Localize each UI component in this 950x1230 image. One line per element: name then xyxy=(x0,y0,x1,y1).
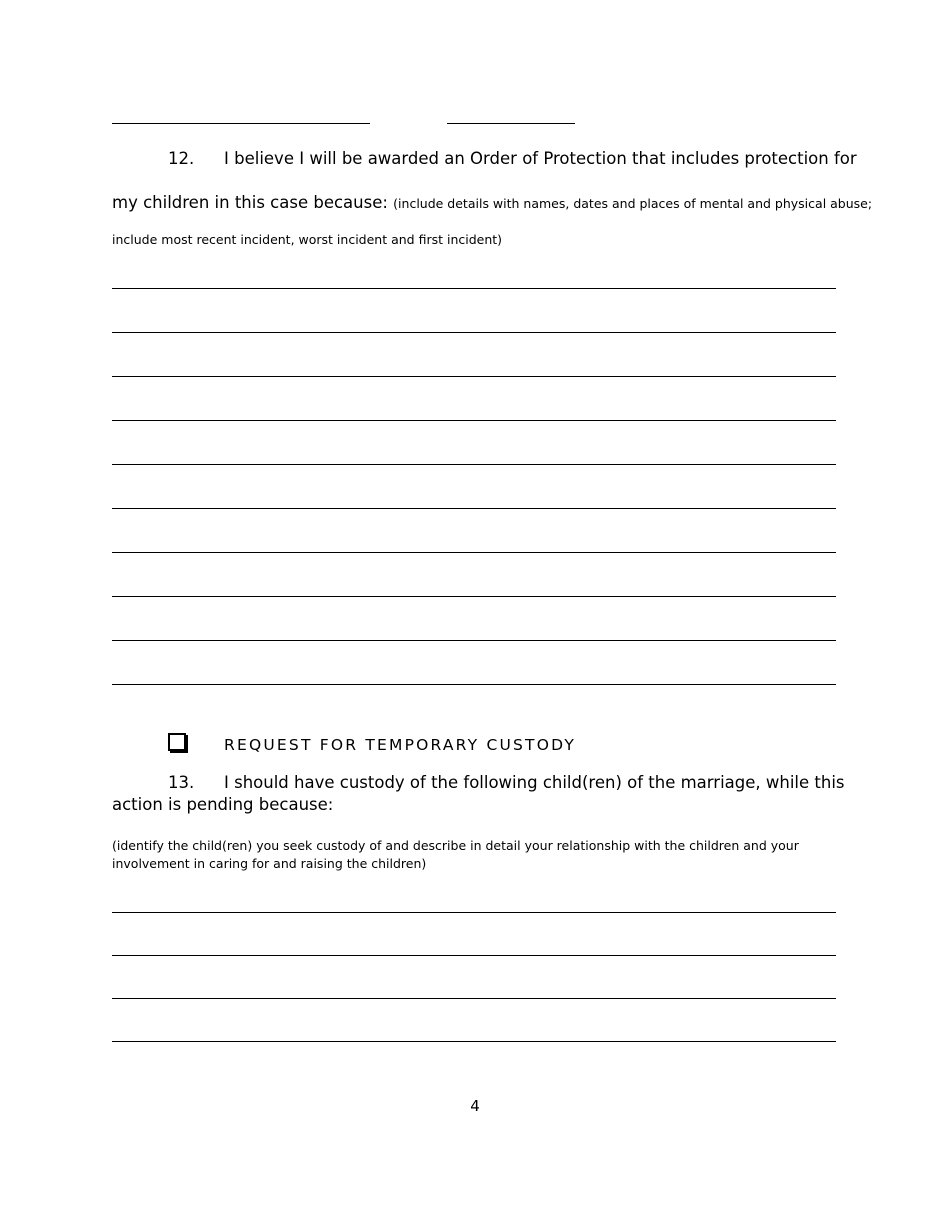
paragraph-12-instruction-end: include most recent incident, worst incident and first incident) xyxy=(112,232,503,247)
paragraph-13-line-1: I should have custody of the following child(ren) of the marriage, while this xyxy=(224,773,845,792)
answer-line-12-1[interactable] xyxy=(112,288,836,289)
answer-line-12-5[interactable] xyxy=(112,464,836,465)
answer-line-13-4[interactable] xyxy=(112,1041,836,1042)
date-line[interactable] xyxy=(447,123,575,124)
answer-line-12-9[interactable] xyxy=(112,640,836,641)
temporary-custody-checkbox[interactable] xyxy=(168,733,186,751)
paragraph-12-line-1: I believe I will be awarded an Order of Protection that includes protection for xyxy=(224,149,857,168)
paragraph-13-number: 13. xyxy=(168,773,195,792)
paragraph-12-line-2 xyxy=(112,193,872,214)
paragraph-12-number: 12. xyxy=(168,149,195,168)
paragraph-12-instruction-start: (include details with names, dates and places of mental and physical abuse; xyxy=(393,196,873,211)
answer-line-12-8[interactable] xyxy=(112,596,836,597)
temporary-custody-heading: REQUEST FOR TEMPORARY CUSTODY xyxy=(224,736,577,754)
answer-line-12-10[interactable] xyxy=(112,684,836,685)
answer-line-13-3[interactable] xyxy=(112,998,836,999)
answer-line-12-3[interactable] xyxy=(112,376,836,377)
paragraph-12-lead-text: my children in this case because: xyxy=(112,193,388,212)
paragraph-13-instruction: (identify the child(ren) you seek custody of and describe in detail your relationship with the children and your involvement in caring for and raising the children) xyxy=(112,838,799,871)
signature-line[interactable] xyxy=(112,123,370,124)
answer-line-12-2[interactable] xyxy=(112,332,836,333)
answer-line-12-6[interactable] xyxy=(112,508,836,509)
answer-line-13-1[interactable] xyxy=(112,912,836,913)
paragraph-13-line-2: action is pending because: xyxy=(112,795,334,814)
answer-line-12-4[interactable] xyxy=(112,420,836,421)
page-number: 4 xyxy=(470,1097,480,1115)
answer-line-12-7[interactable] xyxy=(112,552,836,553)
answer-line-13-2[interactable] xyxy=(112,955,836,956)
